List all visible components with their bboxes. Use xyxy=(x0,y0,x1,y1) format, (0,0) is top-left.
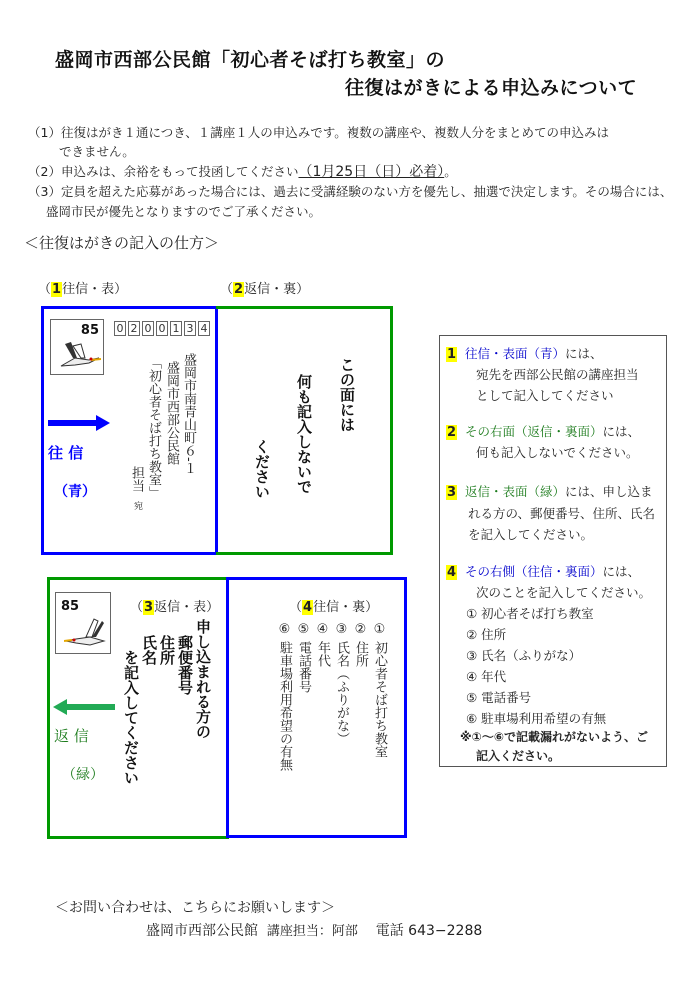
entry-num: ⑥ xyxy=(277,622,292,637)
instruction-3-line-3: を記入してください。 xyxy=(468,527,594,542)
instruction-2-heading xyxy=(446,422,640,440)
card-1-label xyxy=(38,278,127,297)
instruction-text: には、 xyxy=(602,564,641,579)
arrow-right-icon xyxy=(48,415,110,431)
instruction-text: には、 xyxy=(602,424,641,439)
reply-label: 返 信 xyxy=(54,727,89,745)
note-3-line-1: （3）定員を超えた応募があった場合には、過去に受講経験のない方を優先し、抽選で決定します。その場合には、 xyxy=(28,184,673,199)
entry-text: 年代 xyxy=(315,641,330,667)
number-badge-2: 2 xyxy=(234,282,244,297)
card-2-label xyxy=(220,278,309,297)
instruction-4-line-2: 次のことを記入してください。 xyxy=(476,585,652,600)
blue-label: （青） xyxy=(54,484,96,500)
card-2-label-text: 返信・裏） xyxy=(244,282,310,297)
contact-details xyxy=(146,920,482,940)
entry-text: 住所 xyxy=(353,641,368,667)
entry-item-1 xyxy=(371,622,388,758)
number-badge-2: 2 xyxy=(447,425,457,440)
card-3-label-text: 返信・表） xyxy=(154,600,220,615)
instruction-text: には、申し込ま xyxy=(565,484,653,499)
number-badge-3: 3 xyxy=(447,485,457,500)
outgoing-back-label: その右側（往信・裏面） xyxy=(465,564,603,579)
crane-icon xyxy=(64,615,110,651)
zip-digit: 0 xyxy=(156,321,168,336)
note-2-suffix: 。 xyxy=(444,164,457,179)
zip-code xyxy=(114,317,212,336)
deadline: （1月25日（日）必着） xyxy=(298,164,445,180)
person-in-charge: 担当 xyxy=(129,466,144,492)
address: 盛岡市南青山町６-１ xyxy=(181,353,196,475)
paren: （ xyxy=(220,282,234,297)
instruction-4-item-1: ① 初心者そば打ち教室 xyxy=(466,606,594,621)
reply-front-label: 返信・表面（緑） xyxy=(465,484,566,499)
stamp-value: 85 xyxy=(61,599,80,614)
instruction-3-line-2: れる方の、郵便番号、住所、氏名 xyxy=(468,506,656,521)
instruction-line-1: この面には xyxy=(338,357,356,432)
zip-digit: 0 xyxy=(142,321,154,336)
entry-item-4 xyxy=(314,622,331,667)
paren: （ xyxy=(289,600,303,615)
entry-item-3 xyxy=(333,622,350,745)
zip-digit: 2 xyxy=(128,321,140,336)
card-3-reply-front xyxy=(47,577,229,839)
entry-item-6 xyxy=(276,622,293,771)
zip-digit: 0 xyxy=(114,321,126,336)
instruction-line-3: ください xyxy=(253,439,271,499)
card-1-outgoing-front xyxy=(41,306,218,555)
section-heading: ＜往復はがきの記入の仕方＞ xyxy=(24,234,220,252)
entry-text: 氏名（ふりがな） xyxy=(334,641,349,745)
contact-staff: 講座担当：阿部 xyxy=(266,924,358,939)
instruction-1-line-3: として記入してください xyxy=(476,388,614,403)
instruction-4-item-2: ② 住所 xyxy=(466,627,507,642)
title-line-2: 往復はがきによる申込みについて xyxy=(345,77,638,99)
reply-line-3: 住所 xyxy=(158,635,176,665)
arrow-left-icon xyxy=(53,699,115,715)
instruction-4-heading xyxy=(446,562,640,580)
contact-org: 盛岡市西部公民館 xyxy=(146,923,258,939)
card-4-outgoing-back xyxy=(226,577,407,838)
title-line-1: 盛岡市西部公民館「初心者そば打ち教室」の xyxy=(55,49,446,71)
reply-line-2: 郵便番号 xyxy=(176,635,194,695)
reply-back-label: その右面（返信・裏面） xyxy=(465,424,603,439)
instructions-panel xyxy=(439,335,667,767)
entry-text: 初心者そば打ち教室 xyxy=(372,641,387,758)
green-label: （緑） xyxy=(62,767,104,783)
number-badge-1: 1 xyxy=(52,282,62,297)
reply-line-5: を記入してください xyxy=(122,650,140,785)
instruction-4-item-5: ⑤ 電話番号 xyxy=(466,690,532,705)
entry-item-5 xyxy=(295,622,312,693)
instruction-3-heading xyxy=(446,482,653,500)
entry-num: ② xyxy=(353,622,368,637)
instruction-text: には、 xyxy=(565,346,603,361)
paren: （ xyxy=(38,282,52,297)
reply-line-1: 申し込まれる方の xyxy=(194,619,212,739)
card-4-label xyxy=(289,596,378,615)
contact-heading: ＜お問い合わせは、こちらにお願いします＞ xyxy=(55,900,335,916)
stamp xyxy=(55,592,111,654)
note-2 xyxy=(28,161,457,181)
instruction-4-item-4: ④ 年代 xyxy=(466,669,507,684)
instruction-2-line-2: 何も記入しないでください。 xyxy=(476,445,639,460)
card-4-label-text: 往信・裏） xyxy=(313,600,379,615)
entry-text: 電話番号 xyxy=(296,641,311,693)
number-badge-4: 4 xyxy=(303,600,313,615)
course-name: 「初心者そば打ち教室」 xyxy=(146,356,161,499)
zip-digit: 4 xyxy=(198,321,210,336)
zip-digit: 1 xyxy=(170,321,182,336)
honorific: 宛 xyxy=(132,501,142,510)
entry-num: ⑤ xyxy=(296,622,311,637)
entry-text: 駐車場利用希望の有無 xyxy=(277,641,292,771)
instruction-4-item-6: ⑥ 駐車場利用希望の有無 xyxy=(466,711,607,726)
contact-phone: 電話 643−2288 xyxy=(375,923,483,939)
note-1-line-2: できません。 xyxy=(59,144,135,159)
entry-num: ③ xyxy=(334,622,349,637)
note-2-text: （2）申込みは、余裕をもって投函してください xyxy=(28,164,299,179)
outgoing-label: 往 信 xyxy=(48,444,84,462)
instruction-1-line-2: 宛先を西部公民館の講座担当 xyxy=(476,367,639,382)
card-2-reply-back xyxy=(216,306,393,555)
entry-num: ① xyxy=(372,622,387,637)
note-3-line-2: 盛岡市民が優先となりますのでご了承ください。 xyxy=(46,204,322,219)
warning-line-1: ※①～⑥で記載漏れがないよう、ご xyxy=(460,730,648,744)
number-badge-1: 1 xyxy=(447,347,457,362)
zip-digit: 3 xyxy=(184,321,196,336)
outgoing-front-label: 往信・表面（青） xyxy=(465,346,566,361)
instruction-1-heading xyxy=(446,344,603,362)
paren: （ xyxy=(130,600,144,615)
entry-item-2 xyxy=(352,622,369,667)
stamp-value: 85 xyxy=(80,323,99,338)
entry-list xyxy=(268,622,388,812)
warning-line-2: 記入ください。 xyxy=(476,749,561,763)
number-badge-3: 3 xyxy=(144,600,154,615)
card-1-label-text: 往信・表） xyxy=(62,282,128,297)
facility: 盛岡市西部公民館 xyxy=(164,361,179,465)
note-1-line-1: （1）往復はがき１通につき、１講座１人の申込みです。複数の講座や、複数人分をまとめての申込みは xyxy=(28,125,609,140)
number-badge-4: 4 xyxy=(447,565,457,580)
reply-line-4: 氏名 xyxy=(140,635,158,665)
instruction-4-item-3: ③ 氏名（ふりがな） xyxy=(466,648,582,663)
crane-icon xyxy=(55,338,101,372)
stamp xyxy=(50,319,104,375)
entry-num: ④ xyxy=(315,622,330,637)
instruction-line-2: 何も記入しないで xyxy=(295,374,313,494)
card-3-label xyxy=(130,596,219,615)
